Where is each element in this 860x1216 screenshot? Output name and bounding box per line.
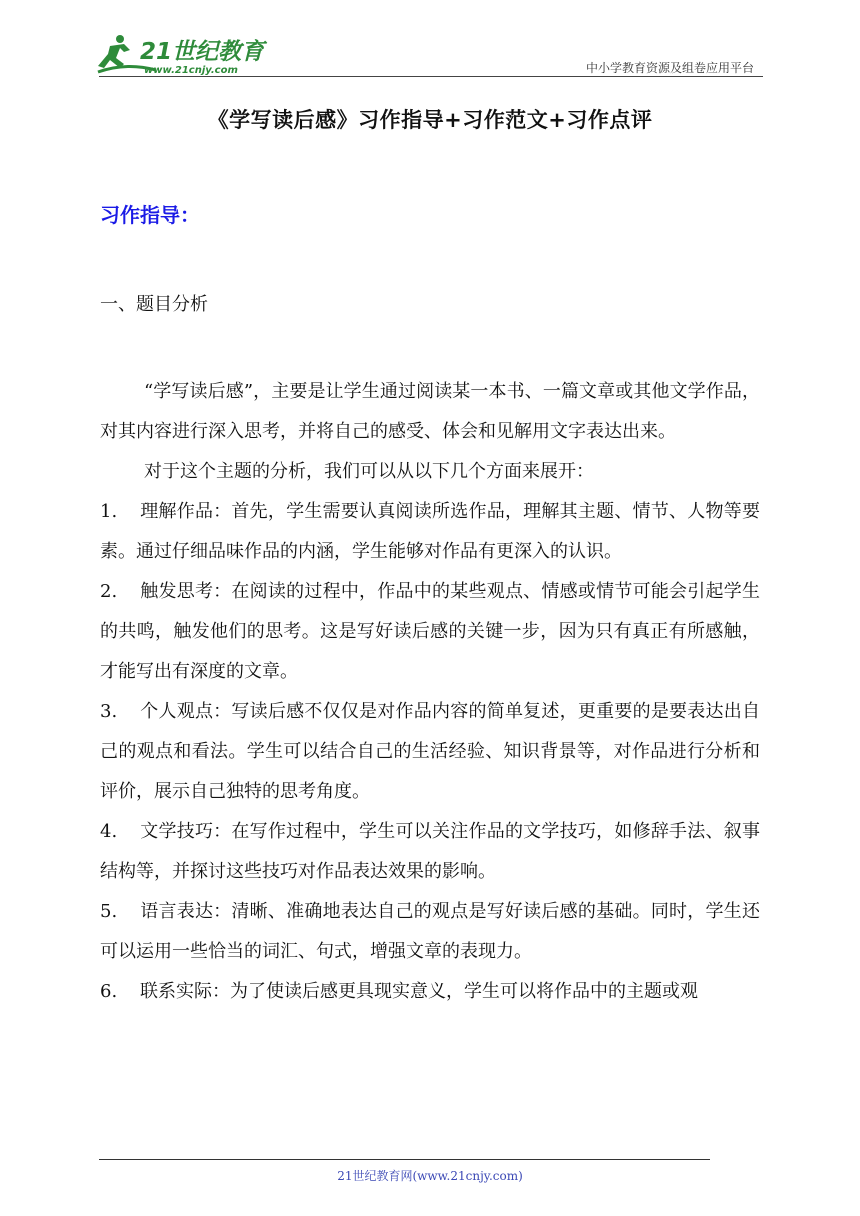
paragraph: 对于这个主题的分析，我们可以从以下几个方面来展开： — [144, 461, 594, 482]
logo-21cnjy — [96, 32, 276, 76]
paragraph: “学写读后感”，主要是让学生通过阅读某一本书、一篇文章或其他文学作品，对其内容进行深入思考，并将自己的感受、体会和见解用文字表达出来。 — [100, 381, 760, 442]
list-text: 触发思考：在阅读的过程中，作品中的某些观点、情感或情节可能会引起学生的共鸣，触发他们的思考。这是写好读后感的关键一步，因为只有真正有所感触，才能写出有深度的文章。 — [100, 581, 760, 682]
list-number: 5. — [100, 901, 118, 922]
subheading: 一、题目分析 — [100, 294, 208, 315]
list-item — [100, 972, 760, 1012]
header-divider — [99, 76, 763, 77]
list-item — [100, 812, 760, 892]
footer-divider — [99, 1159, 710, 1160]
logo-text: 21世纪教育 — [140, 39, 265, 65]
list-item — [100, 492, 760, 572]
list-number: 2. — [100, 581, 118, 602]
list-text: 联系实际：为了使读后感更具现实意义，学生可以将作品中的主题或观 — [140, 981, 698, 1002]
document-title: 《学写读后感》习作指导+习作范文+习作点评 — [207, 108, 653, 132]
footer-link[interactable]: 21世纪教育网(www.21cnjy.com) — [337, 1169, 523, 1183]
page-header — [0, 0, 860, 80]
body-text — [100, 372, 760, 1012]
list-item — [100, 692, 760, 812]
list-number: 4. — [100, 821, 118, 842]
platform-name: 中小学教育资源及组卷应用平台 — [585, 61, 754, 75]
list-number: 6. — [100, 981, 118, 1002]
list-text: 语言表达：清晰、准确地表达自己的观点是写好读后感的基础。同时，学生还可以运用一些恰当的词汇、句式，增强文章的表现力。 — [100, 901, 760, 962]
list-number: 1. — [100, 501, 118, 522]
section-heading: 习作指导： — [100, 203, 200, 227]
list-item — [100, 892, 760, 972]
list-number: 3. — [100, 701, 118, 722]
list-item — [100, 572, 760, 692]
list-text: 文学技巧：在写作过程中，学生可以关注作品的文学技巧，如修辞手法、叙事结构等，并探讨这些技巧对作品表达效果的影响。 — [100, 821, 760, 882]
list-text: 理解作品：首先，学生需要认真阅读所选作品，理解其主题、情节、人物等要素。通过仔细品味作品的内涵，学生能够对作品有更深入的认识。 — [100, 501, 760, 562]
list-text: 个人观点：写读后感不仅仅是对作品内容的简单复述，更重要的是要表达出自己的观点和看法。学生可以结合自己的生活经验、知识背景等，对作品进行分析和评价，展示自己独特的思考角度。 — [100, 701, 760, 802]
logo-url: www.21cnjy.com — [144, 65, 238, 76]
